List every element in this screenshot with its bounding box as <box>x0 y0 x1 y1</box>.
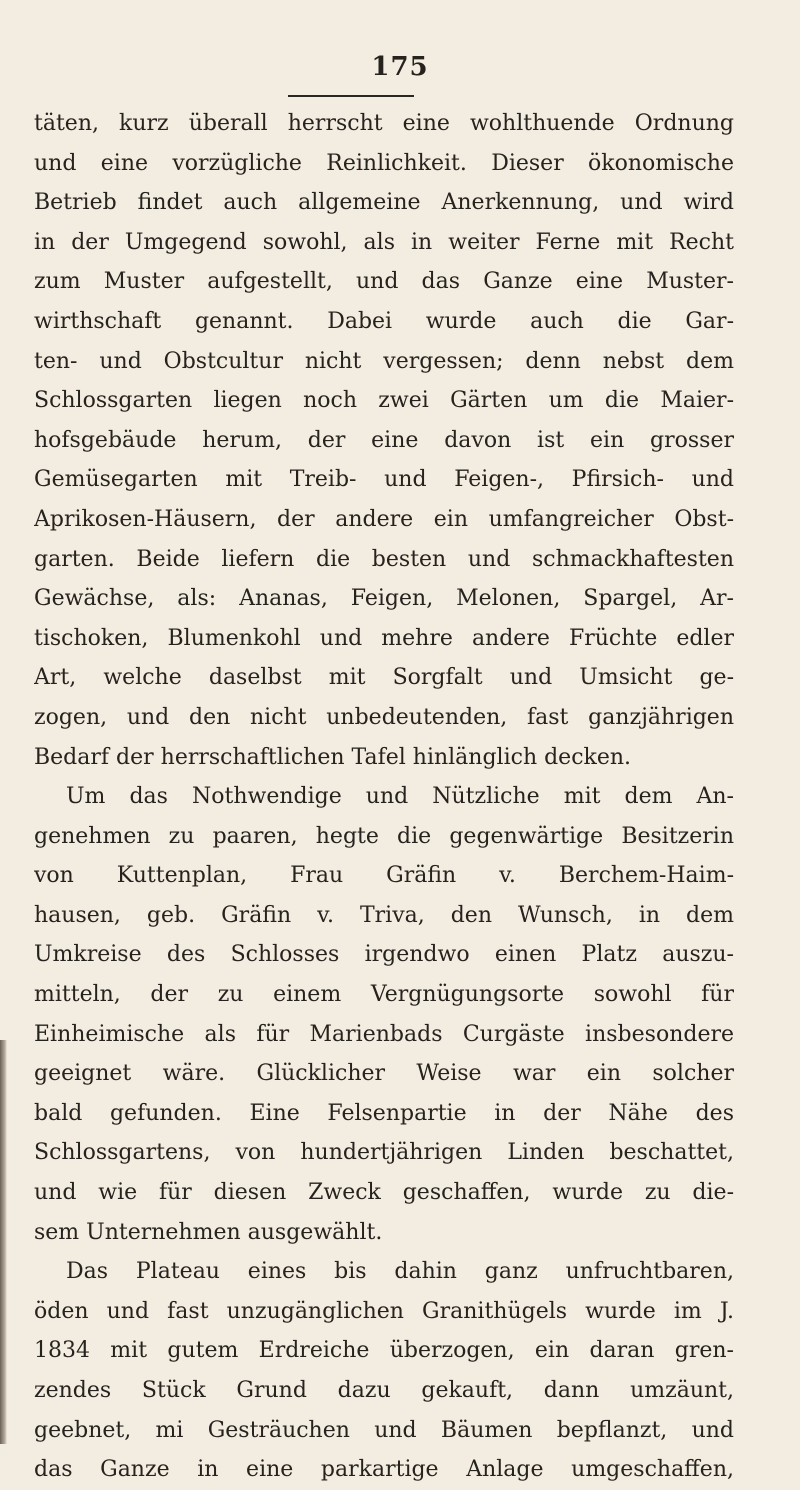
text-line: Aprikosen-Häusern, der andere ein umfangreicher Obst- <box>34 506 734 532</box>
text-line: hausen, geb. Gräfin v. Triva, den Wunsch, in dem <box>34 902 734 928</box>
text-line: garten. Beide liefern die besten und schmackhaftesten <box>34 546 734 572</box>
text-line: genehmen zu paaren, hegte die gegenwärtige Besitzerin <box>34 823 734 849</box>
text-line: wirthschaft genannt. Dabei wurde auch die Gar- <box>34 308 734 334</box>
text-line: Bedarf der herrschaftlichen Tafel hinlänglich decken. <box>34 744 632 770</box>
page-number: 175 <box>371 52 429 82</box>
text-line: zum Muster aufgestellt, und das Ganze eine Muster- <box>34 269 734 295</box>
text-line: tischoken, Blumenkohl und mehre andere Früchte edler <box>34 625 734 651</box>
text-column <box>34 104 734 1490</box>
text-line: Das Plateau eines bis dahin ganz unfruchtbaren, <box>66 1259 734 1285</box>
text-line: Gemüsegarten mit Treib- und Feigen-, Pfirsich- und <box>34 467 734 493</box>
text-line: Umkreise des Schlosses irgendwo einen Platz auszu- <box>34 942 734 968</box>
text-line: Um das Nothwendige und Nützliche mit dem An- <box>66 784 734 810</box>
text-line: mitteln, der zu einem Vergnügungsorte sowohl für <box>34 982 734 1008</box>
text-line: Betrieb findet auch allgemeine Anerkennung, und wird <box>34 190 734 216</box>
text-line: geebnet, mi Gesträuchen und Bäumen bepflanzt, und <box>34 1417 734 1443</box>
text-line: zendes Stück Grund dazu gekauft, dann umzäunt, <box>34 1378 734 1403</box>
text-line: und eine vorzügliche Reinlichkeit. Dieser ökonomische <box>34 150 734 176</box>
text-line: 1834 mit gutem Erdreiche überzogen, ein daran gren- <box>34 1338 734 1364</box>
text-line: öden und fast unzugänglichen Granithügels wurde im J. <box>34 1298 734 1324</box>
text-line: ten- und Obstcultur nicht vergessen; denn nebst dem <box>34 348 734 374</box>
text-line: sem Unternehmen ausgewählt. <box>34 1219 383 1245</box>
text-line: von Kuttenplan, Frau Gräfin v. Berchem-Haim- <box>34 863 734 889</box>
text-line: und wie für diesen Zweck geschaffen, wurde zu die- <box>34 1180 734 1206</box>
text-line: in der Umgegend sowohl, als in weiter Ferne mit Recht <box>34 229 734 255</box>
binding-edge-shadow <box>0 1040 7 1444</box>
header-rule <box>288 95 414 97</box>
text-line: Art, welche daselbst mit Sorgfalt und Umsicht ge- <box>34 665 734 691</box>
text-line: täten, kurz überall herrscht eine wohlthuende Ordnung <box>34 111 734 136</box>
text-line: das Ganze in eine parkartige Anlage umgeschaffen, <box>34 1457 734 1483</box>
text-line: Schlossgartens, von hundertjährigen Linden beschattet, <box>34 1140 734 1166</box>
text-line: bald gefunden. Eine Felsenpartie in der Nähe des <box>34 1100 734 1126</box>
text-line: Gewächse, als: Ananas, Feigen, Melonen, Spargel, Ar- <box>34 586 734 612</box>
text-line: zogen, und den nicht unbedeutenden, fast ganzjährigen <box>34 704 734 730</box>
text-line: Einheimische als für Marienbads Curgäste insbesondere <box>34 1021 734 1047</box>
text-line: Schlossgarten liegen noch zwei Gärten um die Maier- <box>34 388 734 414</box>
text-line: geeignet wäre. Glücklicher Weise war ein solcher <box>34 1061 734 1087</box>
text-line: hofsgebäude herum, der eine davon ist ein grosser <box>34 427 734 453</box>
